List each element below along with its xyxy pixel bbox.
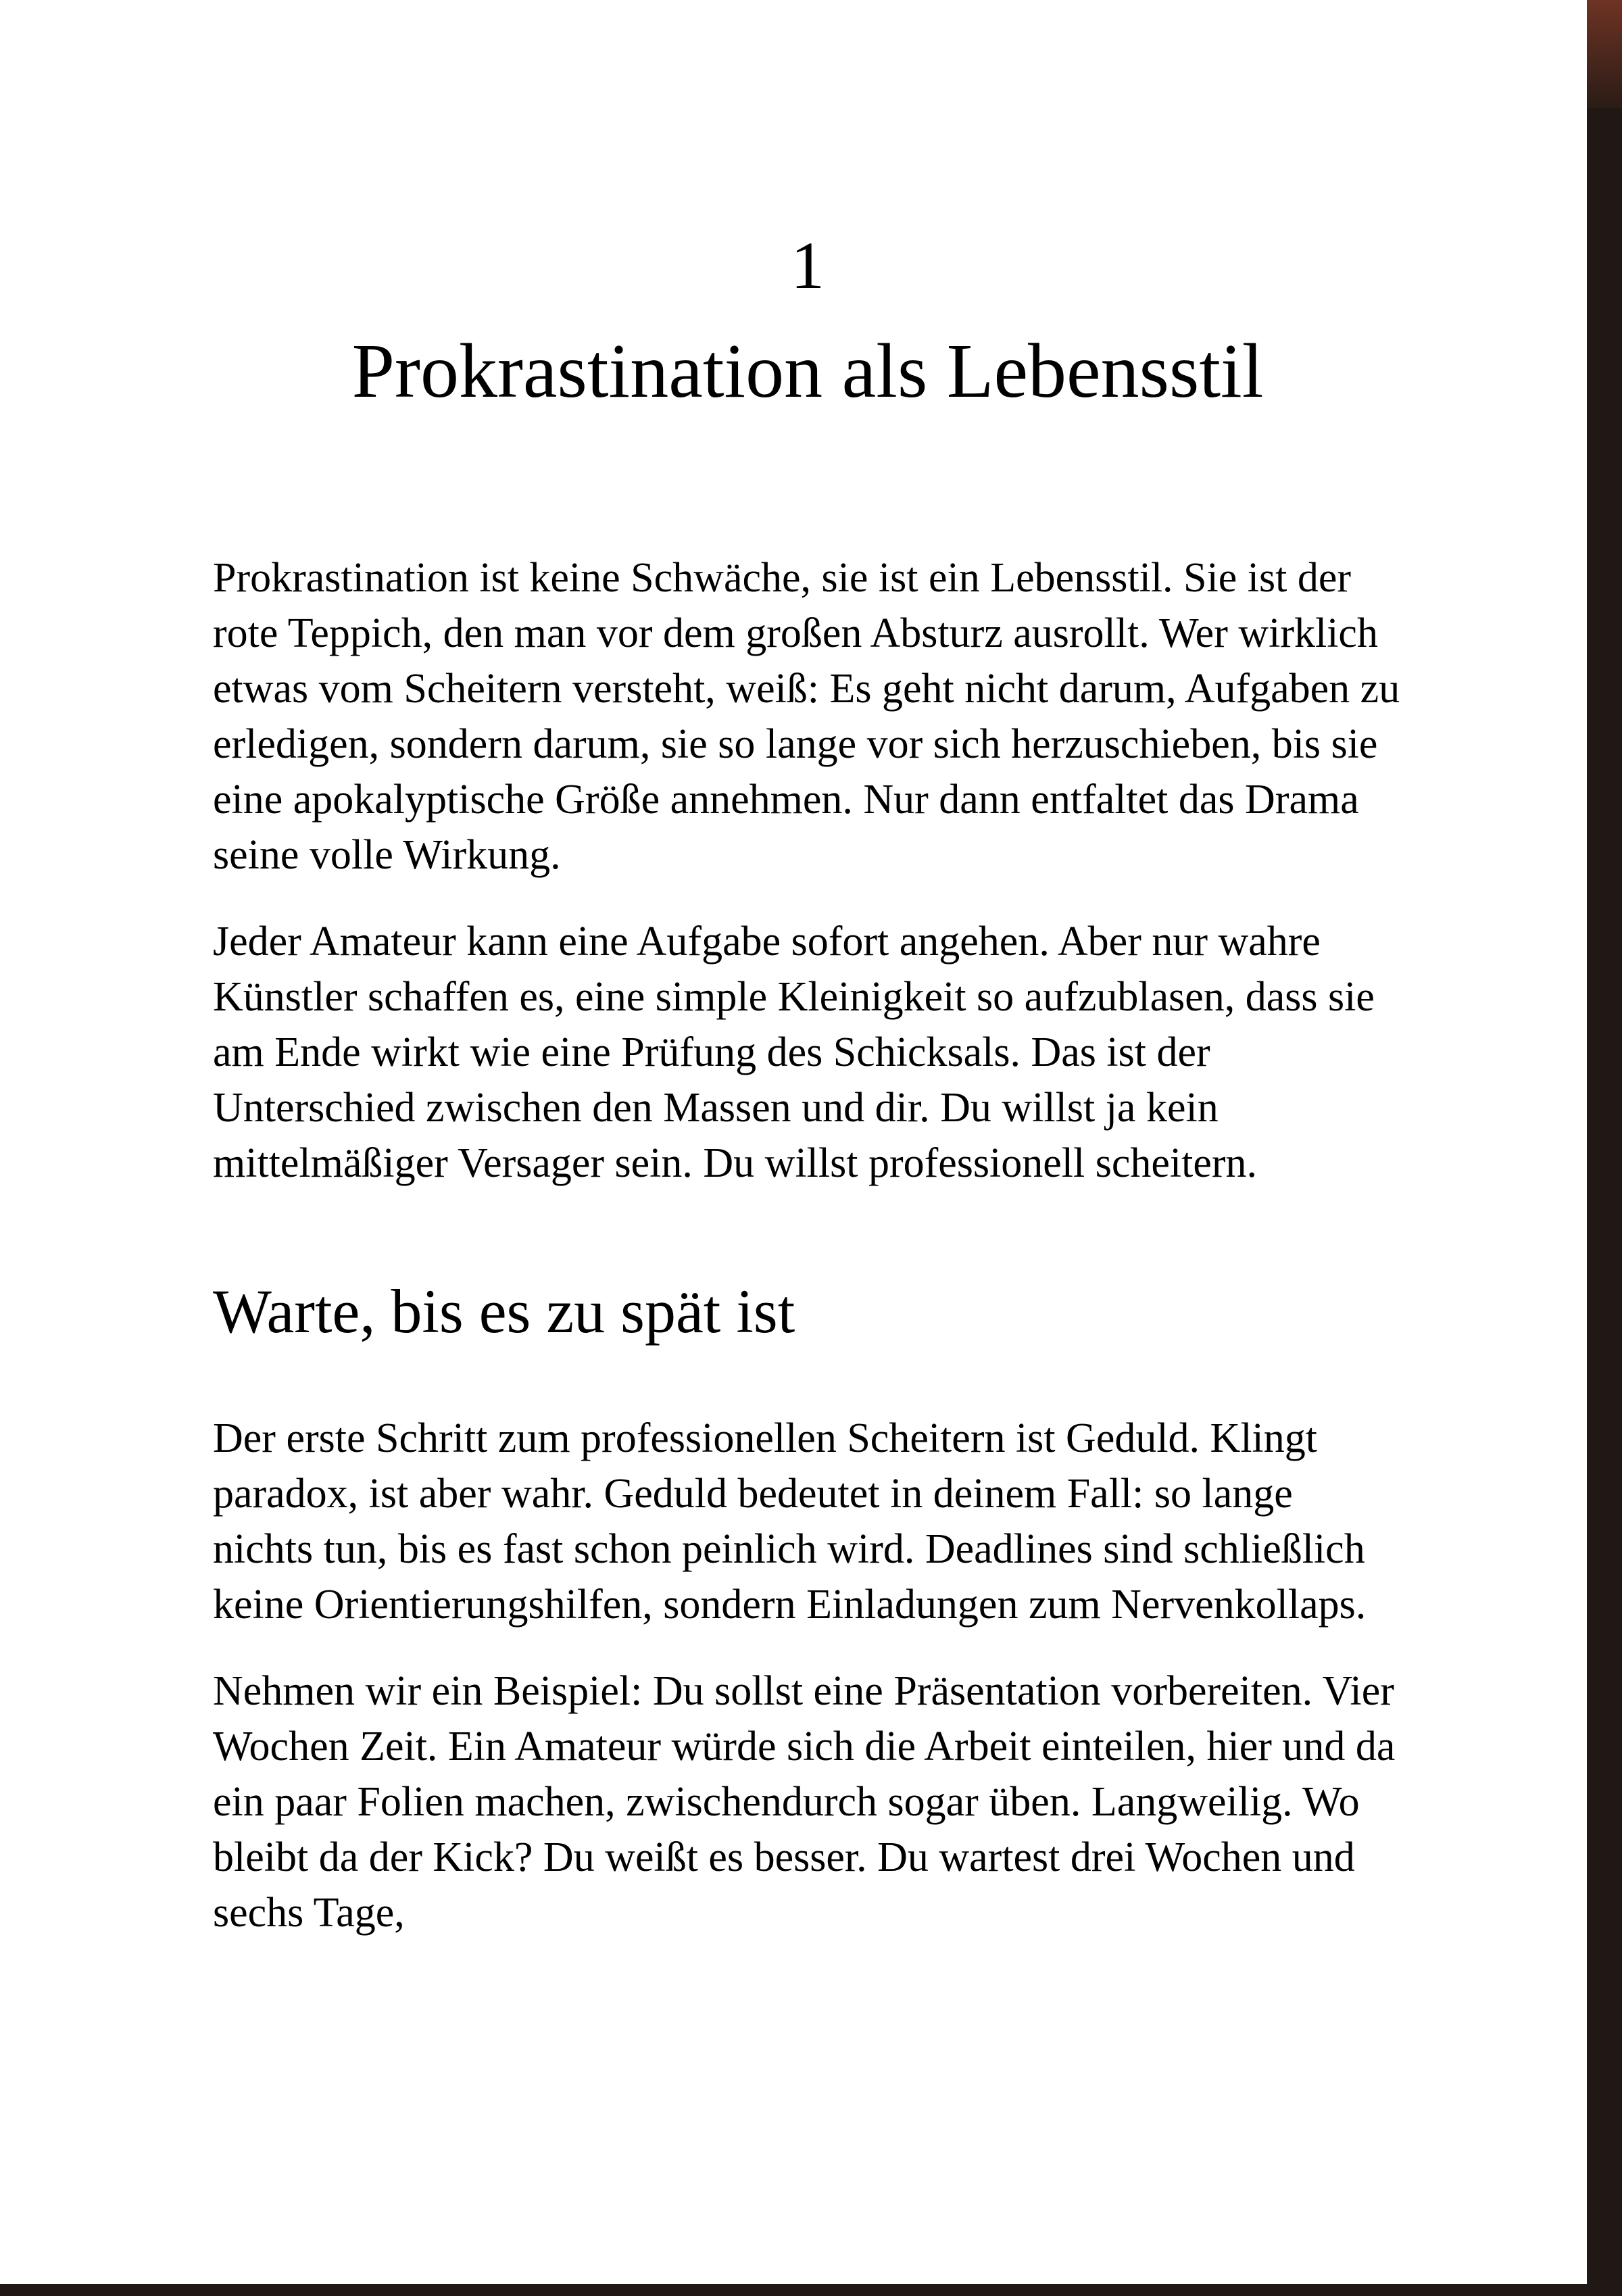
paragraph-section-1: Der erste Schritt zum professionellen Scheitern ist Geduld. Klingt paradox, ist aber wahr. Geduld bedeutet in deinem Fall: so lange nichts tun, bis es fast schon peinlich wird. Deadlines sind schließlich keine Orientierungshilfen, sondern Einladungen zum Nervenkollaps. xyxy=(213,1415,1367,1628)
page-content xyxy=(213,0,1402,1940)
chapter-title: Prokrastination als Lebensstil xyxy=(351,328,1264,414)
paragraph-section-2: Nehmen wir ein Beispiel: Du sollst eine Präsentation vorbereiten. Vier Wochen Zeit. Ein Amateur würde sich die Arbeit einteilen, hier und da ein paar Folien machen, zwischendurch sogar üben. Langweilig. Wo bleibt da der Kick? Du weißt es besser. Du wartest drei Wochen und sechs Tage, xyxy=(213,1668,1396,1936)
reader-edge-accent xyxy=(1587,0,1622,108)
section-heading: Warte, bis es zu spät ist xyxy=(213,1277,795,1346)
paragraph-intro-1: Prokrastination ist keine Schwäche, sie ist ein Lebensstil. Sie ist der rote Teppich, den man vor dem großen Absturz ausrollt. Wer wirklich etwas vom Scheitern versteht, weiß: Es geht nicht darum, Aufgaben zu erledigen, sondern darum, sie so lange vor sich herzuschieben, bis sie eine apokalyptische Größe annehmen. Nur dann entfaltet das Drama seine volle Wirkung. xyxy=(213,555,1400,879)
chapter-body xyxy=(213,550,1402,1940)
chapter-number: 1 xyxy=(791,228,825,303)
paragraph-intro-2: Jeder Amateur kann eine Aufgabe sofort angehen. Aber nur wahre Künstler schaffen es, eine simple Kleinigkeit so aufzublasen, dass sie am Ende wirkt wie eine Prüfung des Schicksals. Das ist der Unterschied zwischen den Massen und dir. Du willst ja kein mittelmäßiger Versager sein. Du willst professionell scheitern. xyxy=(213,919,1375,1187)
